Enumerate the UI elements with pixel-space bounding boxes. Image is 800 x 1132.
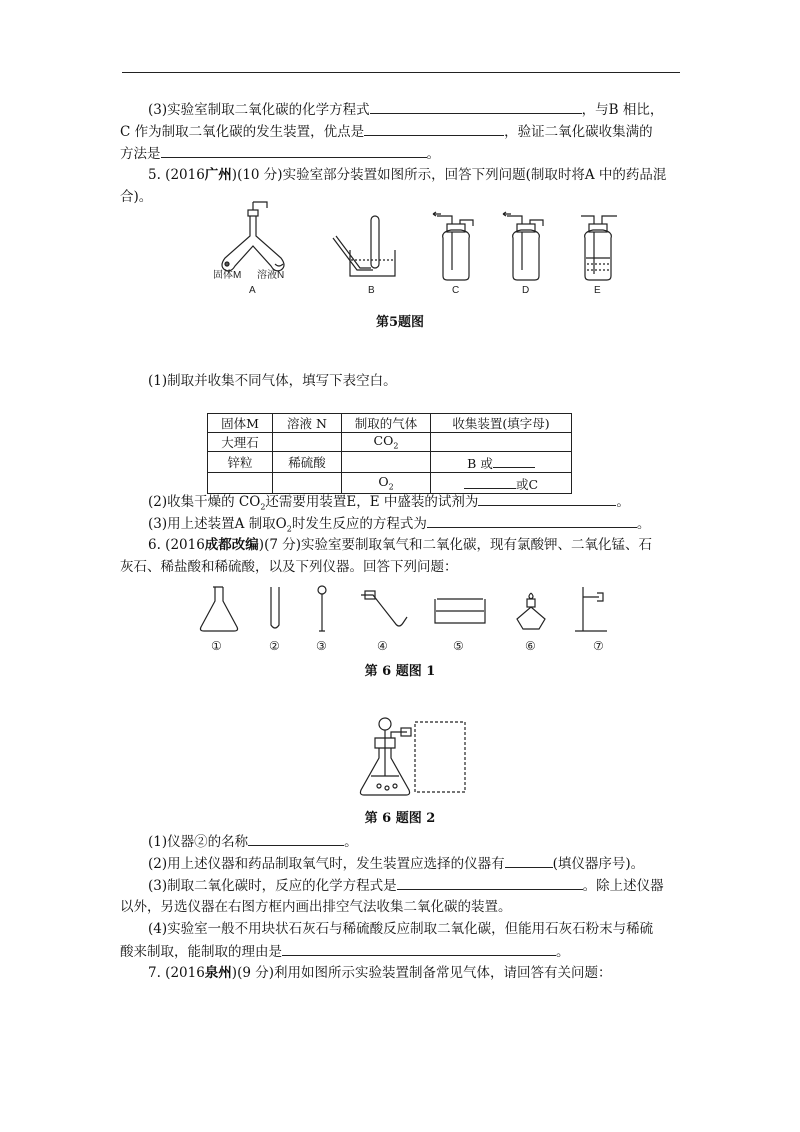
q5-apparatus-figure — [205, 198, 625, 298]
answer-blank[interactable] — [478, 490, 616, 506]
answer-blank[interactable] — [505, 852, 553, 868]
q5-caption: 第5题图 — [375, 315, 425, 330]
label-b: B — [368, 285, 375, 296]
q6-intro: 6. (2016成都改编)(7 分)实验室要制取氧气和二氧化碳，现有氯酸钾、二氧化锰、石 — [148, 537, 652, 553]
q5-sub3: (3)用上述装置A 制取$O_2$时发生反应的方程式为 。 — [120, 512, 680, 541]
header-rule — [122, 72, 680, 73]
table-row: $O_2$ 或C — [208, 473, 572, 494]
table-answer-cell[interactable] — [273, 433, 342, 452]
q6-sub4: (4)实验室一般不用块状石灰石与稀硫酸反应制取二氧化碳，但能用石灰石粉末与稀硫 — [148, 921, 654, 937]
rubber-stopper-icon — [318, 586, 326, 594]
q5-table — [207, 413, 572, 494]
svg-text:②: ② — [269, 639, 280, 653]
table-header-row: 固体M 溶液 N 制取的气体 收集装置(填字母) — [208, 414, 572, 433]
svg-text:⑥: ⑥ — [525, 639, 536, 653]
svg-text:⑦: ⑦ — [593, 639, 604, 653]
q4-sub3-line3: 方法是 。 — [120, 142, 680, 165]
table-row: 大理石 $CO_2$ — [208, 433, 572, 452]
q6-sub3: (3)制取二氧化碳时，反应的化学方程式是 。除上述仪器 — [120, 874, 680, 897]
q6-intro-line2: 灰石、稀盐酸和稀硫酸，以及下列仪器。回答下列问题： — [120, 559, 458, 575]
q6-sub2: (2)用上述仪器和药品制取氧气时，发生装置应选择的仪器有 (填仪器序号)。 — [120, 852, 680, 875]
q5-intro: 5. (2016广州)(10 分)实验室部分装置如图所示，回答下列问题(制取时将A 中的药品混 — [148, 167, 667, 183]
apparatus-b-trough — [333, 216, 395, 276]
dashed-drawing-box — [415, 722, 465, 792]
water-trough-icon — [435, 599, 485, 623]
test-tube-icon — [271, 587, 279, 628]
q4-sub3-line1: (3)实验室制取二氧化碳的化学方程式 ，与B 相比， — [120, 98, 680, 121]
apparatus-d-bottle — [503, 212, 543, 280]
q6-instruments-figure — [195, 583, 635, 655]
q4-sub3-line2: C 作为制取二氧化碳的发生装置，优点是 ，验证二氧化碳收集满的 — [120, 120, 680, 143]
svg-text:③: ③ — [316, 639, 327, 653]
apparatus-c-bottle — [433, 212, 473, 280]
label-solution-n: 溶液N — [257, 270, 285, 281]
answer-blank[interactable] — [282, 940, 556, 956]
label-d: D — [522, 285, 530, 296]
alcohol-lamp-icon — [517, 607, 545, 629]
answer-blank[interactable] — [248, 830, 344, 846]
iron-stand-icon — [575, 587, 607, 631]
q6-sub4-line2: 酸来制取，能制取的理由是 。 — [120, 940, 680, 963]
q6-sub3-line2: 以外，另选仪器在右图方框内画出排空气法收集二氧化碳的装置。 — [120, 899, 512, 915]
table-answer-cell[interactable] — [342, 452, 431, 473]
svg-text:①: ① — [211, 639, 222, 653]
label-e: E — [594, 285, 601, 296]
q6-caption2: 第 6 题图 2 — [364, 811, 436, 826]
apparatus-e-bottle — [581, 216, 617, 280]
q6-caption1: 第 6 题图 1 — [364, 664, 436, 679]
answer-blank[interactable] — [364, 120, 504, 136]
svg-text:⑤: ⑤ — [453, 639, 464, 653]
answer-blank[interactable] — [161, 142, 427, 158]
answer-blank[interactable] — [397, 874, 583, 890]
label-a: A — [249, 285, 256, 296]
q7-intro: 7. (2016泉州)(9 分)利用如图所示实验装置制备常见气体，请回答有关问题： — [148, 965, 612, 981]
q5-intro-line2: 合)。 — [120, 189, 153, 205]
label-solid-m: 固体M — [213, 270, 242, 281]
label-c: C — [452, 285, 460, 296]
q6-sub1: (1)仪器②的名称 。 — [120, 830, 680, 853]
answer-blank[interactable] — [493, 452, 535, 468]
svg-text:④: ④ — [377, 639, 388, 653]
q5-sub1: (1)制取并收集不同气体，填写下表空白。 — [148, 373, 397, 389]
answer-blank[interactable] — [427, 512, 637, 528]
table-row: 锌粒 稀硫酸 B 或 — [208, 452, 572, 473]
apparatus-a-y-tube — [222, 202, 284, 271]
delivery-tube-icon — [361, 595, 407, 626]
q6-figure2 — [355, 716, 475, 800]
funnel-icon — [379, 718, 391, 730]
conical-flask-icon — [200, 587, 237, 631]
answer-blank[interactable] — [464, 473, 516, 489]
table-answer-cell[interactable] — [431, 433, 572, 452]
answer-blank[interactable] — [370, 98, 582, 114]
q5-sub2: (2)收集干燥的 $CO_2$还需要用装置E，E 中盛装的试剂为 。 — [120, 490, 680, 519]
